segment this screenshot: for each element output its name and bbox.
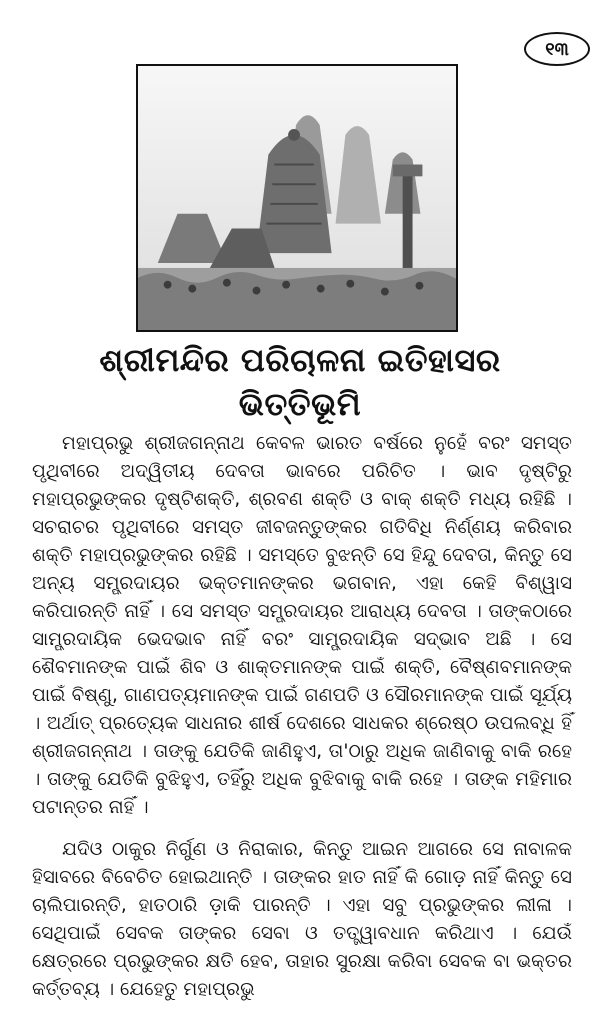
paragraph-1: ମହାପ୍ରଭୁ ଶ୍ରୀଜଗନ୍ନାଥ କେବଳ ଭାରତ ବର୍ଷରେ ନୁହେଁ ବରଂ ସମସ୍ତ ପୃଥିବୀରେ ଅଦ୍ୱିତୀୟ ଦେବତା ଭାବରେ ପରିଚିତ । ଭାବ ଦୃଷ୍ଟିରୁ ମହାପ୍ରଭୁଙ୍କର ଦୃଷ୍ଟିଶକ୍ତି, ଶ୍ରବଣ ଶକ୍ତି ଓ ବାକ୍ ଶକ୍ତି ମଧ୍ୟ ରହିଛି । ସଚରାଚର ପୃଥିବୀରେ ସମସ୍ତ ଜୀବଜନ୍ତୁଙ୍କର ଗତିବିଧି ନିର୍ଣ୍ଣୟ କରିବାର ଶକ୍ତି ମହାପ୍ରଭୁଙ୍କର ରହିଛି । ସମସ୍ତେ ବୁଝନ୍ତି ସେ ହିନ୍ଦୁ ଦେବତା, କିନ୍ତୁ ସେ ଅନ୍ୟ ସମ୍ପ୍ରଦାୟର ଭକ୍ତମାନଙ୍କର ଭଗବାନ, ଏହା କେହି ବିଶ୍ୱାସ କରିପାରନ୍ତି ନାହିଁ । ସେ ସମସ୍ତ ସମ୍ପ୍ରଦାୟର ଆରାଧ୍ୟ ଦେବତା । ତାଙ୍କଠାରେ ସାମ୍ପ୍ରଦାୟିକ ଭେଦଭାବ ନାହିଁ ବରଂ ସାମ୍ପ୍ରଦାୟିକ ସଦ୍‌ଭାବ ଅଛି । ସେ ଶୈବମାନଙ୍କ ପାଇଁ ଶିବ ଓ ଶାକ୍ତମାନଙ୍କ ପାଇଁ ଶକ୍ତି, ବୈଷ୍ଣବମାନଙ୍କ ପାଇଁ ବିଷ୍ଣୁ, ଗାଣପତ୍ୟମାନଙ୍କ ପାଇଁ ଗଣପତି ଓ ସୌରମାନଙ୍କ ପାଇଁ ସୂର୍ଯ୍ୟ । ଅର୍ଥାତ୍ ପ୍ରତ୍ୟେକ ସାଧନାର ଶୀର୍ଷ ଦେଶରେ ସାଧକର ଶ୍ରେଷ୍ଠ ଉପଲବ୍ଧି ହିଁ ଶ୍ରୀଜଗନ୍ନାଥ । ତାଙ୍କୁ ଯେତିକି ଜାଣିହୁଏ, ତା'ଠାରୁ ଅଧିକ ଜାଣିବାକୁ ବାକି ରହେ । ତାଙ୍କୁ ଯେତିକି ବୁଝିହୁଏ, ତହିଁରୁ ଅଧିକ ବୁଝିବାକୁ ବାକି ରହେ । ତାଙ୍କ ମହିମାର ପଟାନ୍ତର ନାହିଁ । xyxy=(32,433,572,818)
page-number: ୧୩ xyxy=(524,32,590,66)
body-text xyxy=(32,430,572,1018)
chapter-title-line-2: ଭିତ୍ତିଭୂମି xyxy=(238,385,362,423)
chapter-title xyxy=(40,338,560,426)
temple-photo-illustration xyxy=(138,66,456,330)
temple-photo xyxy=(136,64,458,332)
paragraph-2: ଯଦିଓ ଠାକୁର ନିର୍ଗୁଣ ଓ ନିରାକାର, କିନ୍ତୁ ଆଇନ ଆଗରେ ସେ ନାବାଳକ ହିସାବରେ ବିବେଚିତ ହୋଇଥାନ୍ତି । ତାଙ୍କର ହାତ ନାହିଁ କି ଗୋଡ଼ ନାହିଁ କିନ୍ତୁ ସେ ଚାଲିପାରନ୍ତି, ହାତଠାରି ଡ଼ାକି ପାରନ୍ତି । ଏହା ସବୁ ପ୍ରଭୁଙ୍କର ଲୀଳା । ସେଥିପାଇଁ ସେବକ ତାଙ୍କର ସେବା ଓ ତତ୍ତ୍ୱାବଧାନ କରିଥାଏ । ଯେଉଁ କ୍ଷେତ୍ରରେ ପ୍ରଭୁଙ୍କର କ୍ଷତି ହେବ, ତାହାର ସୁରକ୍ଷା କରିବା ସେବକ ବା ଭକ୍ତର କର୍ତ୍ତବ୍ୟ । ଯେହେତୁ ମହାପ୍ରଭୁ xyxy=(32,839,572,1000)
chapter-title-line-1: ଶ୍ରୀମନ୍ଦିର ପରିଚାଳନା ଇତିହାସର xyxy=(99,341,501,379)
